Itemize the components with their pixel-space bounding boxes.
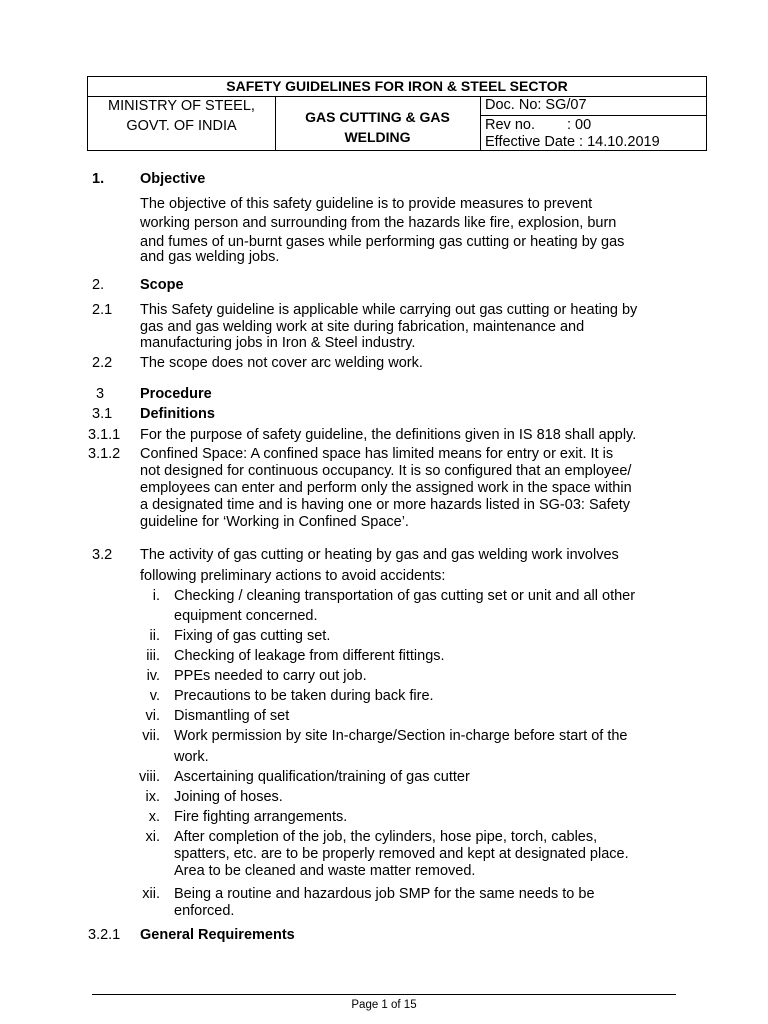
page-number: Page 1 of 15 [351,999,417,1011]
document-title: SAFETY GUIDELINES FOR IRON & STEEL SECTOR [88,77,706,97]
list-item: Dismantling of set [174,708,290,724]
confined-space-line: a designated time and is having one or more hazards listed in SG-03: Safety [140,497,631,513]
section-1-number: 1. [92,171,105,187]
section-3-number: 3 [96,386,105,402]
list-item: Fixing of gas cutting set. [174,628,331,644]
general-requirements-heading: General Requirements [140,927,295,943]
list-item: Area to be cleaned and waste matter removed. [174,863,476,879]
list-item: work. [174,749,209,765]
list-item-number: vi. [145,708,160,724]
list-item: Ascertaining qualification/training of gas cutter [174,769,470,785]
confined-space-line: guideline for ‘Working in Confined Space’. [140,514,409,530]
list-item-number: x. [148,809,160,825]
objective-line: and fumes of un-burnt gases while performing gas cutting or heating by gas [140,234,625,250]
item-3-1-number: 3.1 [92,406,113,422]
objective-line: working person and surrounding from the hazards like fire, explosion, burn [140,215,617,231]
scope-line: manufacturing jobs in Iron & Steel industry. [140,335,416,351]
objective-line: The objective of this safety guideline is to provide measures to prevent [140,196,593,212]
list-item-number: vii. [142,728,160,744]
item-3-2-1-number: 3.2.1 [88,927,121,943]
list-item: Fire fighting arrangements. [174,809,348,825]
item-2-1-number: 2.1 [92,302,113,318]
activity-line: The activity of gas cutting or heating by gas and gas welding work involves [140,547,619,563]
list-item: Work permission by site In-charge/Section in-charge before start of the [174,728,628,744]
item-3-1-2-number: 3.1.2 [88,446,121,462]
definition-line: For the purpose of safety guideline, the definitions given in IS 818 shall apply. [140,427,637,443]
list-item: spatters, etc. are to be properly removed and kept at designated place. [174,846,629,862]
list-item: Being a routine and hazardous job SMP for the same needs to be [174,886,595,902]
header-table [87,76,707,151]
list-item-number: xi. [145,829,160,845]
item-3-1-1-number: 3.1.1 [88,427,121,443]
subject-line-2: WELDING [344,129,411,145]
list-item: Precautions to be taken during back fire. [174,688,434,704]
list-item: Joining of hoses. [174,789,283,805]
item-3-2-number: 3.2 [92,547,113,563]
list-item: After completion of the job, the cylinders, hose pipe, torch, cables, [174,829,598,845]
doc-info-cell [480,96,706,150]
section-1-heading: Objective [140,171,206,187]
scope-exclusion: The scope does not cover arc welding work. [140,355,423,371]
footer-rule [92,994,676,995]
list-item-number: iii. [146,648,160,664]
list-item: enforced. [174,903,235,919]
list-item: equipment concerned. [174,608,318,624]
confined-space-line: Confined Space: A confined space has limited means for entry or exit. It is [140,446,614,462]
activity-line: following preliminary actions to avoid accidents: [140,568,446,584]
scope-line: gas and gas welding work at site during fabrication, maintenance and [140,319,585,335]
ministry-line-1: MINISTRY OF STEEL, [108,98,255,114]
item-2-2-number: 2.2 [92,355,113,371]
revision-number [480,117,706,134]
scope-line: This Safety guideline is applicable while carrying out gas cutting or heating by [140,302,638,318]
confined-space-line: not designed for continuous occupancy. It is so configured that an employee/ [140,463,632,479]
definitions-heading: Definitions [140,406,215,422]
subject-cell [275,96,481,150]
ministry-line-2: GOVT. OF INDIA [126,118,237,134]
confined-space-line: employees can enter and perform only the assigned work in the space within [140,480,632,496]
ministry-cell [88,96,276,150]
objective-line: and gas welding jobs. [140,249,280,265]
list-item-number: xii. [142,886,160,902]
list-item-number: ii. [149,628,160,644]
doc-number: Doc. No: SG/07 [480,96,706,116]
subject-line-1: GAS CUTTING & GAS [305,109,450,125]
list-item-number: iv. [146,668,160,684]
section-3-heading: Procedure [140,386,212,402]
rev-value: : 00 [566,117,592,133]
effective-date: Effective Date : 14.10.2019 [485,134,660,150]
list-item-number: i. [152,588,160,604]
section-2-heading: Scope [140,277,184,293]
list-item: PPEs needed to carry out job. [174,668,367,684]
list-item: Checking of leakage from different fittings. [174,648,445,664]
section-2-number: 2. [92,277,105,293]
list-item-number: v. [149,688,160,704]
list-item: Checking / cleaning transportation of gas cutting set or unit and all other [174,588,636,604]
list-item-number: ix. [145,789,160,805]
rev-label: Rev no. [485,117,535,133]
list-item-number: viii. [139,769,160,785]
